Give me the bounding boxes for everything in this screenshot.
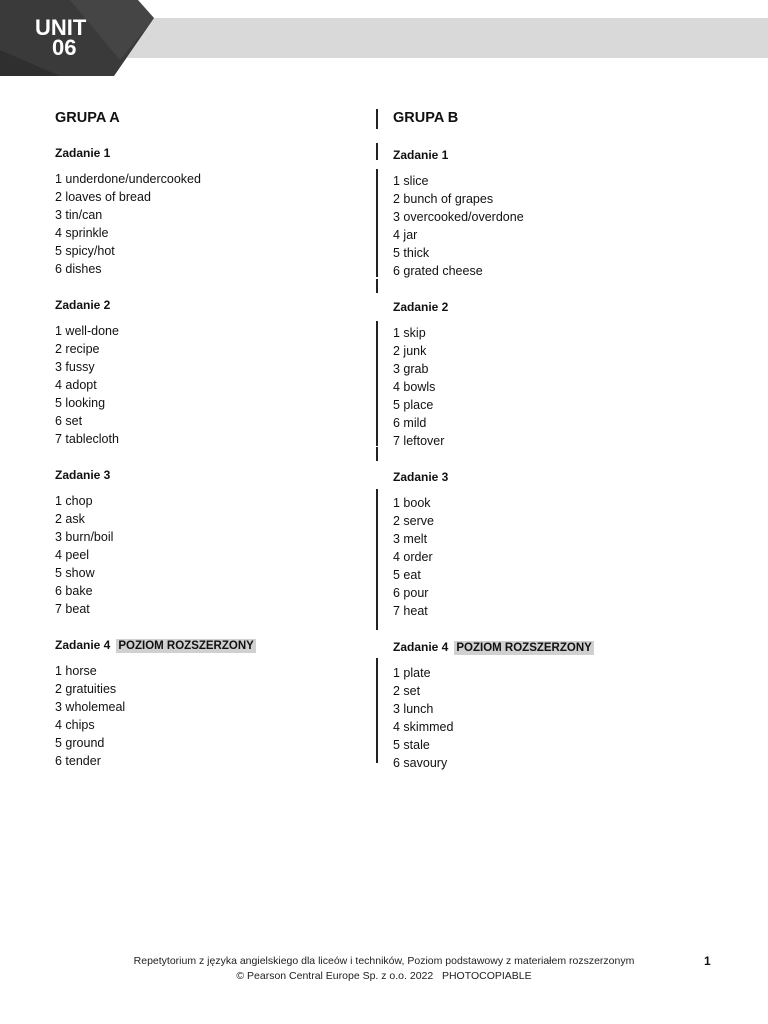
answer-item: 4 jar (393, 228, 418, 242)
unit-number: 06 (52, 35, 77, 60)
column-divider (376, 321, 378, 446)
answer-list (55, 492, 355, 618)
answer-item: 2 serve (393, 514, 434, 528)
answer-item: 2 set (393, 684, 421, 698)
column-divider (376, 489, 378, 614)
answer-list (393, 664, 693, 772)
answer-list (55, 662, 355, 770)
task-title-text: Zadanie 1 (55, 146, 111, 160)
task-title (55, 636, 355, 654)
answer-item: 6 bake (55, 584, 93, 598)
column-divider (376, 614, 378, 630)
answer-item: 2 junk (393, 344, 427, 358)
answer-item: 6 dishes (55, 262, 102, 276)
level-badge: POZIOM ROZSZERZONY (118, 640, 254, 652)
answer-item: 5 ground (55, 736, 105, 750)
column-divider (376, 109, 378, 129)
answer-item: 1 book (393, 496, 431, 510)
answer-item: 7 heat (393, 604, 428, 618)
task-title (55, 466, 355, 484)
task-title-text: Zadanie 2 (393, 300, 449, 314)
page-footer (0, 954, 768, 984)
answer-item: 6 pour (393, 586, 429, 600)
column-divider (376, 447, 378, 461)
unit-label (35, 15, 87, 60)
answer-item: 5 stale (393, 738, 430, 752)
task-title-text: Zadanie 3 (393, 470, 449, 484)
page-number: 1 (704, 954, 711, 968)
answer-item: 1 underdone/undercooked (55, 172, 201, 186)
answer-list (55, 322, 355, 448)
answer-item: 5 eat (393, 568, 421, 582)
answer-item: 1 horse (55, 664, 97, 678)
answer-item: 4 sprinkle (55, 226, 109, 240)
footer-publication: Repetytorium z języka angielskiego dla liceów i techników, Poziom podstawowy z materiałem rozszerzonym (133, 955, 635, 967)
answer-item: 5 place (393, 398, 434, 412)
group-title: GRUPA B (393, 110, 459, 126)
answer-item: 3 melt (393, 532, 428, 546)
task-title (393, 146, 693, 164)
answer-list (393, 324, 693, 450)
answer-item: 2 recipe (55, 342, 100, 356)
answer-item: 7 tablecloth (55, 432, 119, 446)
answer-item: 3 lunch (393, 702, 434, 716)
answer-item: 2 gratuities (55, 682, 117, 696)
answer-item: 1 chop (55, 494, 93, 508)
answer-item: 4 adopt (55, 378, 97, 392)
task-title (393, 468, 693, 486)
answer-item: 7 leftover (393, 434, 445, 448)
answer-item: 6 savoury (393, 756, 448, 770)
task-title (393, 638, 693, 656)
task-title-text: Zadanie 4 (55, 638, 111, 652)
answer-item: 2 bunch of grapes (393, 192, 494, 206)
answer-item: 1 skip (393, 326, 426, 340)
answer-list (55, 170, 355, 278)
answer-item: 3 wholemeal (55, 700, 126, 714)
answer-item: 3 overcooked/overdone (393, 210, 524, 224)
footer-copyright: © Pearson Central Europe Sp. z o.o. 2022 PHOTOCOPIABLE (236, 970, 532, 982)
answer-item: 3 burn/boil (55, 530, 114, 544)
answer-item: 5 spicy/hot (55, 244, 115, 258)
column-divider (376, 658, 378, 763)
task-title-text: Zadanie 3 (55, 468, 111, 482)
group-b-column (393, 108, 693, 790)
answer-item: 5 thick (393, 246, 430, 260)
answer-item: 6 set (55, 414, 83, 428)
answer-item: 2 ask (55, 512, 85, 526)
answer-item: 1 well-done (55, 324, 119, 338)
group-title: GRUPA A (55, 110, 120, 126)
answer-item: 4 skimmed (393, 720, 454, 734)
answer-item: 4 order (393, 550, 433, 564)
answer-item: 6 tender (55, 754, 101, 768)
task-title (55, 296, 355, 314)
task-title-text: Zadanie 1 (393, 148, 449, 162)
answer-list (393, 172, 693, 280)
answer-item: 1 slice (393, 174, 429, 188)
task-title-text: Zadanie 2 (55, 298, 111, 312)
answer-item: 4 chips (55, 718, 95, 732)
answer-list (393, 494, 693, 620)
answer-item: 3 tin/can (55, 208, 103, 222)
answer-item: 5 looking (55, 396, 106, 410)
unit-word: UNIT (35, 15, 87, 40)
answer-item: 1 plate (393, 666, 431, 680)
answer-item: 6 mild (393, 416, 427, 430)
answer-item: 3 fussy (55, 360, 95, 374)
answer-item: 4 peel (55, 548, 90, 562)
task-title (393, 298, 693, 316)
group-a-column (55, 108, 355, 788)
column-divider (376, 169, 378, 277)
column-divider (376, 279, 378, 293)
answer-item: 3 grab (393, 362, 429, 376)
column-divider (376, 143, 378, 160)
task-title-text: Zadanie 4 (393, 640, 449, 654)
answer-item: 5 show (55, 566, 95, 580)
answer-item: 2 loaves of bread (55, 190, 151, 204)
task-title (55, 144, 355, 162)
answer-item: 6 grated cheese (393, 264, 483, 278)
answer-item: 4 bowls (393, 380, 436, 394)
level-badge: POZIOM ROZSZERZONY (456, 642, 592, 654)
answer-item: 7 beat (55, 602, 90, 616)
